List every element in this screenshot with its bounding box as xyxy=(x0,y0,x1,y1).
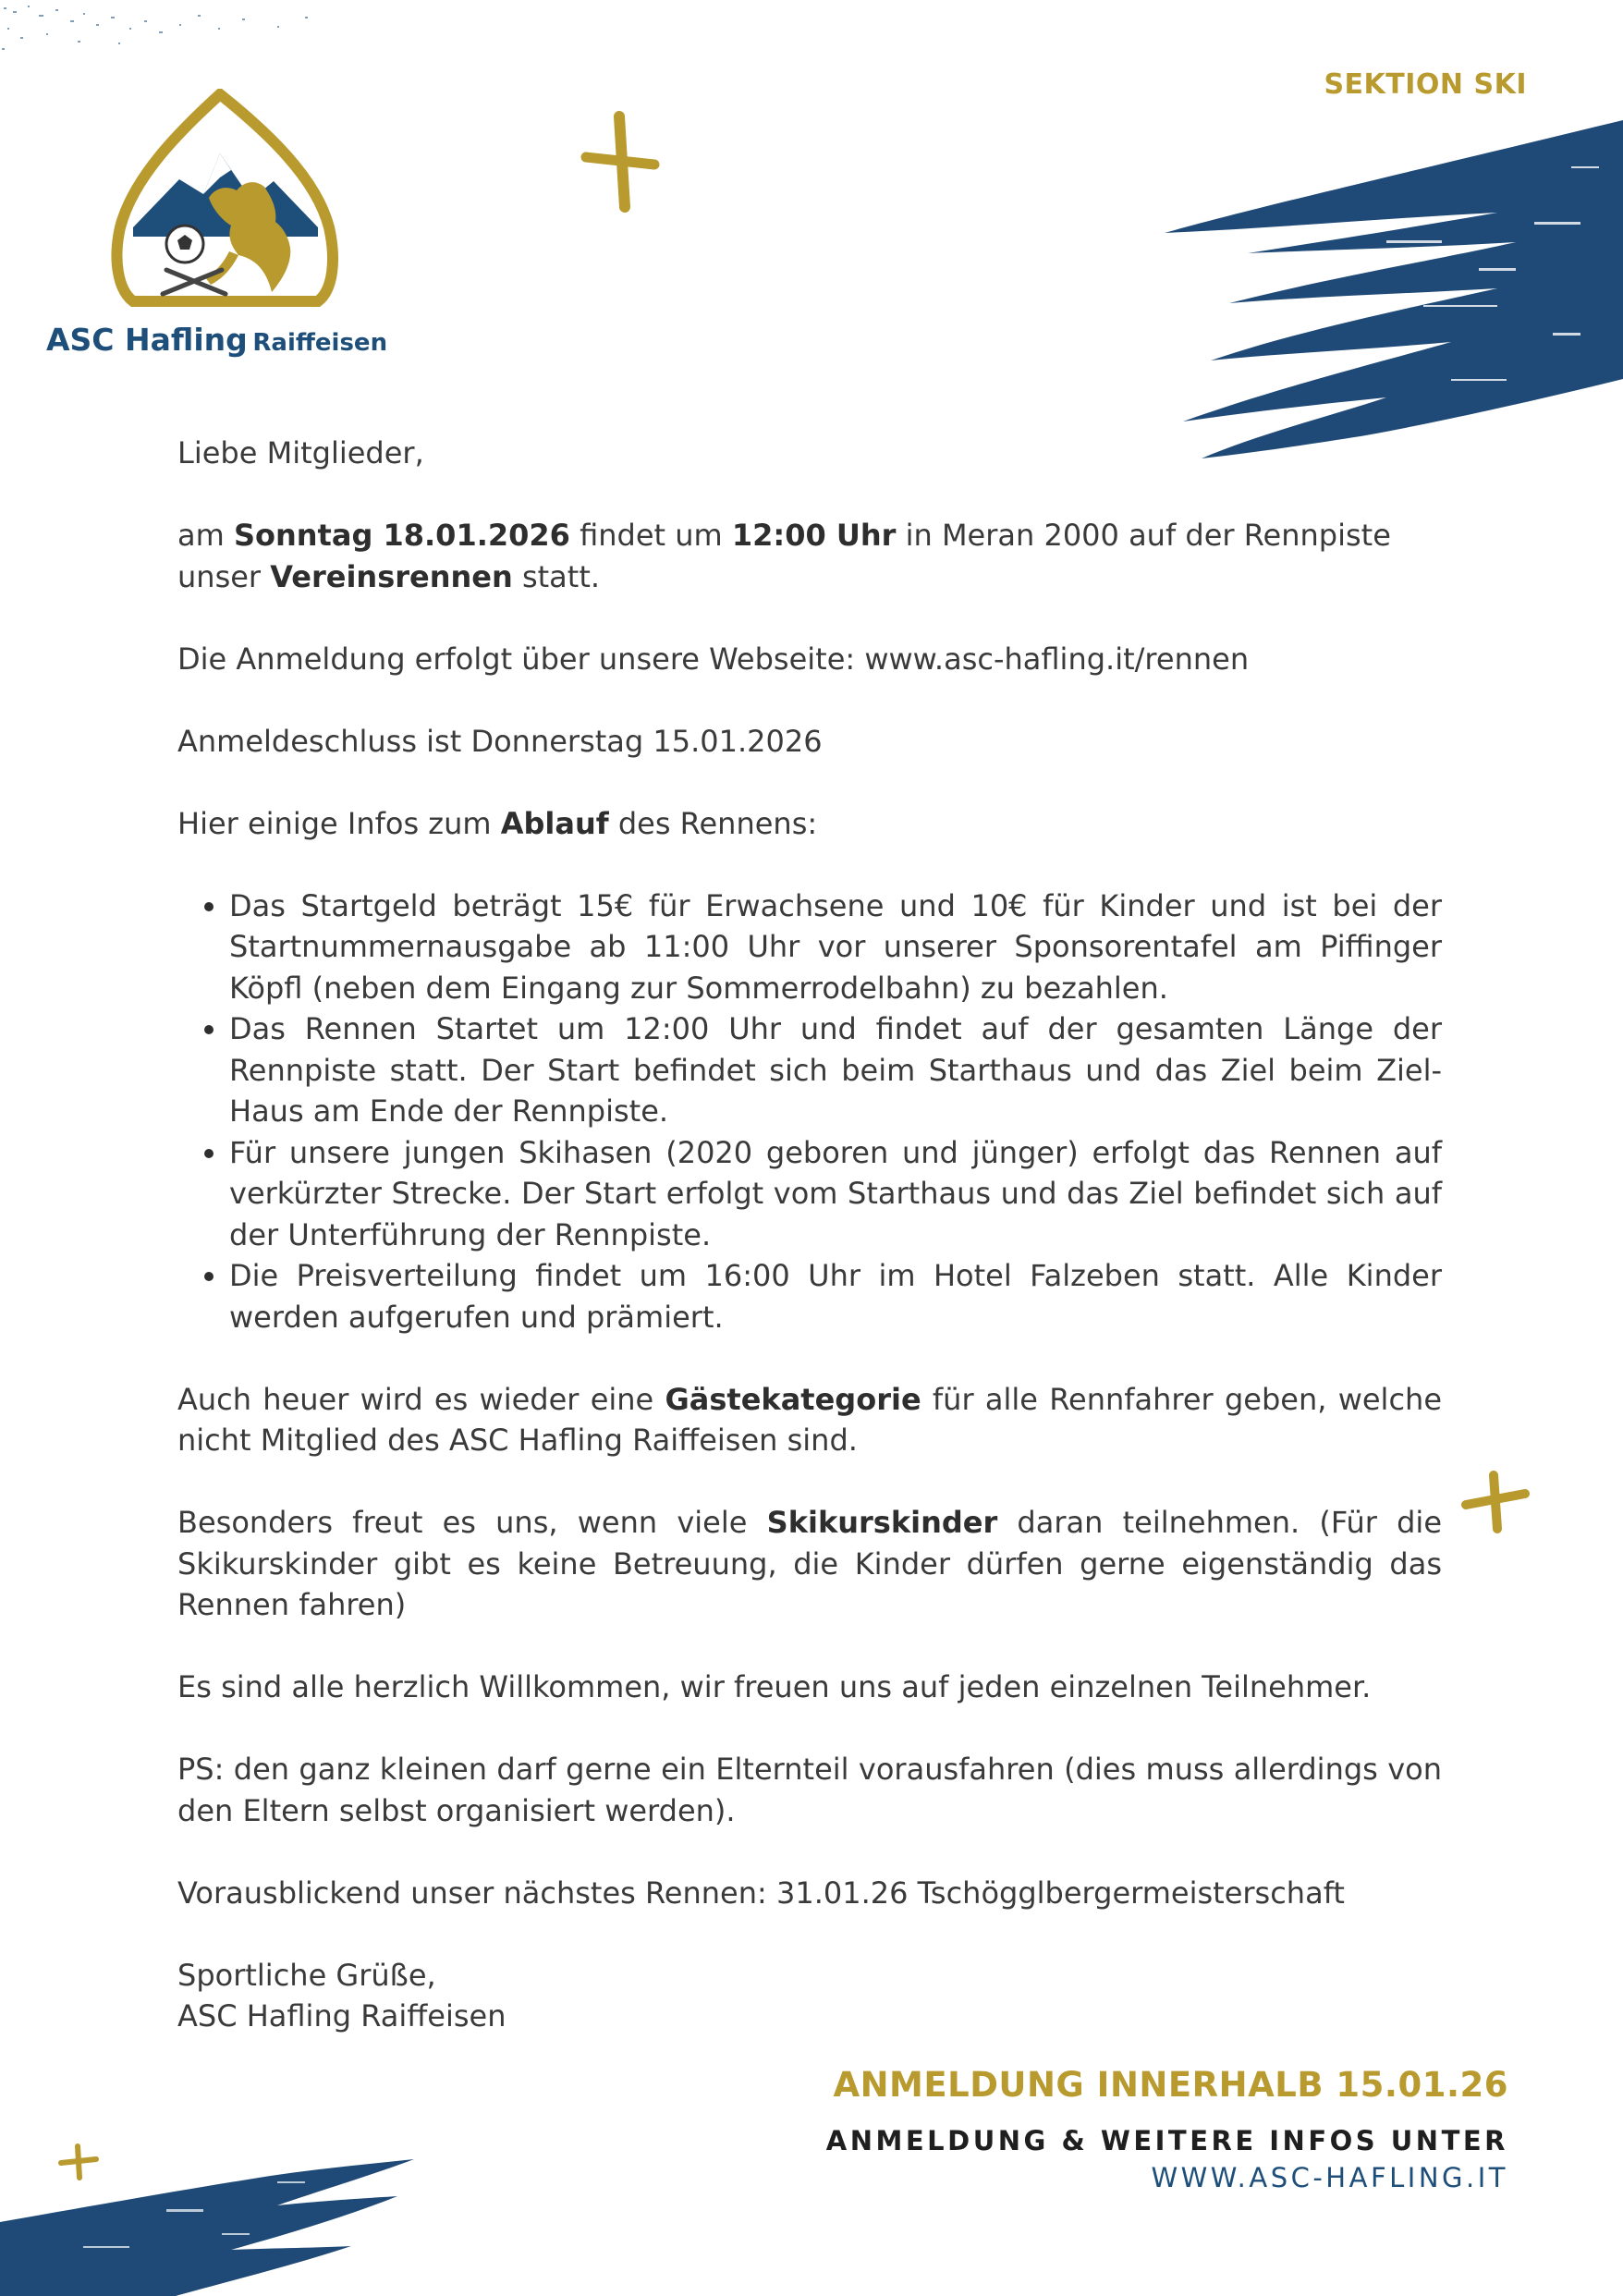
closing-greeting: Sportliche Grüße, xyxy=(177,1957,436,1993)
list-item: • Die Preisverteilung findet um 16:00 Uhr im Hotel Falzeben statt. Alle Kinder werden aufgerufen und prämiert. xyxy=(229,1255,1442,1337)
infos-intro: Hier einige Infos zum Ablauf des Rennens: xyxy=(177,805,818,841)
soccer-ball-icon xyxy=(166,226,203,263)
footer xyxy=(826,2063,1508,2196)
event-name: Vereinsrennen xyxy=(270,558,513,594)
ski-course-paragraph: Besonders freut es uns, wenn viele Skikurskinder daran teilnehmen. (Für die Skikurskinder gibt es keine Betreuung, die Kinder dürfen gerne eigenständig das Rennen fahren) xyxy=(177,1505,1443,1622)
closing-signature: ASC Hafling Raiffeisen xyxy=(177,1998,506,2033)
brush-stroke xyxy=(0,2144,425,2296)
intro-paragraph: am Sonntag 18.01.2026 findet um 12:00 Uhr in Meran 2000 auf der Rennpiste unser Vereinsrennen statt. xyxy=(177,518,1391,594)
logo-wordmark xyxy=(46,322,387,358)
list-item: • Das Rennen Startet um 12:00 Uhr und findet auf der gesamten Länge der Rennpiste statt. Der Start befindet sich beim Starthaus und das Ziel beim Ziel-Haus am Ende der Rennpiste. xyxy=(229,1008,1442,1132)
event-time: 12:00 Uhr xyxy=(731,518,897,553)
gold-cross-icon xyxy=(1460,1470,1531,1534)
list-item: • Für unsere jungen Skihasen (2020 geboren und jünger) erfolgt das Rennen auf verkürzter Strecke. Der Start erfolgt vom Starthaus und das Ziel befindet sich auf der Unterführung der Rennpiste. xyxy=(229,1132,1442,1256)
greeting: Liebe Mitglieder, xyxy=(177,435,424,470)
footer-info: ANMELDUNG & WEITERE INFOS UNTER xyxy=(825,2125,1508,2156)
guests-paragraph: Auch heuer wird es wieder eine Gästekategorie für alle Rennfahrer geben, welche nicht Mitglied des ASC Hafling Raiffeisen sind. xyxy=(177,1381,1443,1458)
info-list xyxy=(177,885,1442,1338)
footer-website-link[interactable]: WWW.ASC-HAFLING.IT xyxy=(1151,2162,1508,2193)
list-item: • Das Startgeld beträgt 15€ für Erwachsene und 10€ für Kinder und ist bei der Startnummernausgabe ab 11:00 Uhr vor unserer Sponsorentafel am Piffinger Köpfl (neben dem Eingang zur Sommerrodelbahn) zu bezahlen. xyxy=(229,885,1442,1009)
section-label: SEKTION SKI xyxy=(1324,68,1527,101)
speckle-decoration xyxy=(0,0,351,74)
gold-cross-icon xyxy=(579,111,662,213)
deadline-paragraph: Anmeldeschluss ist Donnerstag 15.01.2026 xyxy=(177,723,823,759)
logo-sponsor: Raiffeisen xyxy=(252,329,388,357)
footer-deadline: ANMELDUNG INNERHALB 15.01.26 xyxy=(833,2065,1508,2105)
brush-stroke xyxy=(1146,111,1623,462)
next-race-paragraph: Vorausblickend unser nächstes Rennen: 31.01.26 Tschögglbergermeisterschaft xyxy=(177,1875,1345,1911)
ps-paragraph: PS: den ganz kleinen darf gerne ein Elternteil vorausfahren (dies muss allerdings von den Eltern selbst organisiert werden). xyxy=(177,1752,1442,1828)
logo-name: ASC Hafling xyxy=(46,322,248,358)
registration-paragraph: Die Anmeldung erfolgt über unsere Webseite: www.asc-hafling.it/rennen xyxy=(177,641,1250,677)
closing xyxy=(177,1955,1442,2037)
welcome-paragraph: Es sind alle herzlich Willkommen, wir freuen uns auf jeden einzelnen Teilnehmer. xyxy=(177,1669,1372,1704)
letter-body xyxy=(177,433,1442,2037)
event-date: Sonntag 18.01.2026 xyxy=(233,518,570,553)
